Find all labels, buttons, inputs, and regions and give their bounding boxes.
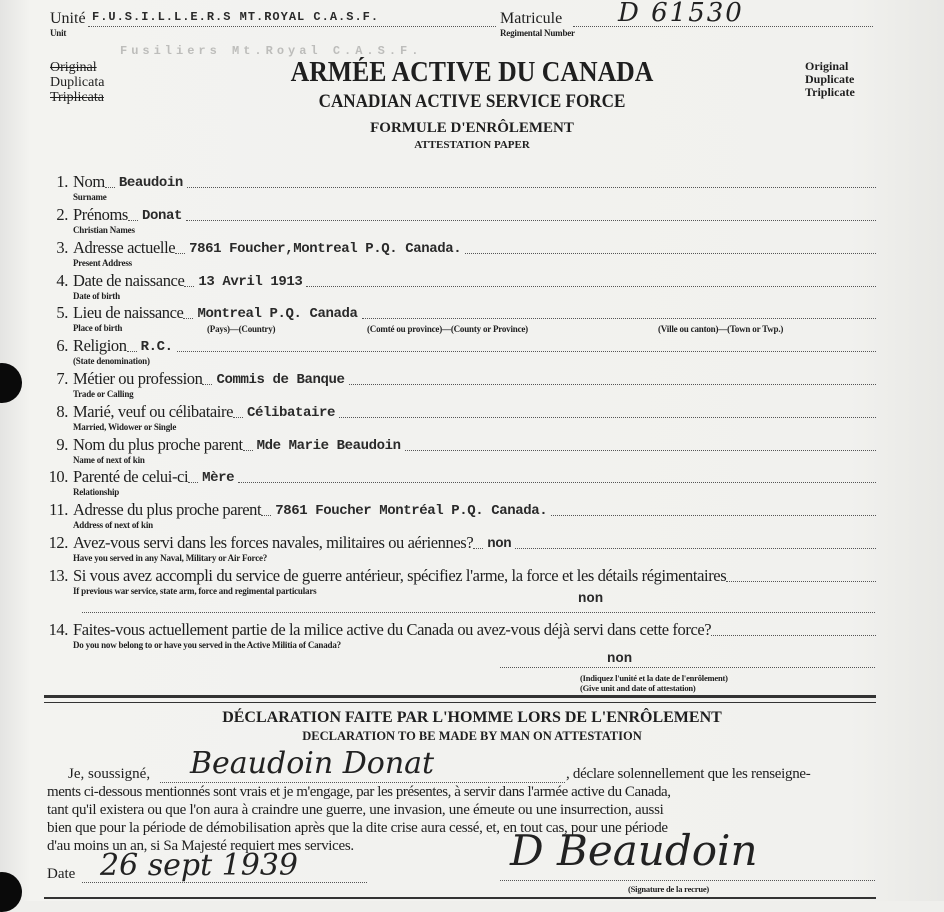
field-number: 8.	[56, 402, 68, 421]
declaration-line: tant qu'il existera ou que l'on aura à craindre une guerre, une invasion, une émeute ou une insurrection, aussi	[47, 802, 664, 818]
field-label: Avez-vous servi dans les forces navales, militaires ou aériennes?	[73, 533, 474, 552]
leader-dots	[177, 351, 876, 352]
field-number: 6.	[56, 336, 68, 355]
field-number: 4.	[56, 271, 68, 290]
field-sublabel: (State denomination)	[73, 356, 150, 366]
field-value: Montreal P.Q. Canada	[197, 306, 358, 322]
field-value: Commis de Banque	[216, 372, 345, 388]
field-row	[44, 620, 876, 640]
q14-caption-fr: (Indiquez l'unité et la date de l'enrôlement)	[580, 673, 728, 683]
field-label: Faites-vous actuellement partie de la milice active du Canada ou avez-vous déjà servi dans cette force?	[73, 620, 712, 639]
field-label: Adresse du plus proche parent	[73, 500, 262, 519]
leader-dots	[202, 384, 212, 385]
field-label: Si vous avez accompli du service de guerre antérieur, spécifiez l'arme, la force et les détails régimentaires	[73, 566, 727, 585]
field-number: 10.	[48, 467, 68, 486]
caption-country: (Pays)—(Country)	[207, 324, 276, 334]
leader-dots	[339, 417, 876, 418]
field-sublabel: Married, Widower or Single	[73, 422, 177, 432]
field-row	[44, 566, 876, 586]
declaration-line: bien que pour la période de démobilisation après que la dite crise aura cessé, et, en tout cas, pour une période	[47, 820, 668, 836]
field-label: Date de naissance	[73, 271, 185, 290]
field-label: Lieu de naissance	[73, 303, 184, 322]
leader-dots	[726, 581, 876, 582]
bottom-rule	[44, 897, 876, 899]
field-value: Célibataire	[247, 405, 336, 421]
leader-dots	[105, 187, 115, 188]
field-label: Marié, veuf ou célibataire	[73, 402, 234, 421]
leader-dots	[184, 286, 194, 287]
field-number: 11.	[49, 500, 68, 519]
leader-dots	[187, 187, 876, 188]
leader-dots	[261, 515, 271, 516]
field-value: 7861 Foucher,Montreal P.Q. Canada.	[189, 241, 462, 257]
field-sublabel: Trade or Calling	[73, 389, 134, 399]
field-row	[44, 500, 876, 520]
leader-dots	[362, 318, 876, 319]
unit-sublabel: Unit	[50, 28, 67, 38]
caption-town: (Ville ou canton)—(Town or Twp.)	[658, 324, 784, 334]
field-sublabel: Christian Names	[73, 225, 135, 235]
q14-caption-en: (Give unit and date of attestation)	[580, 683, 696, 693]
field-sublabel: Have you served in any Naval, Military or Air Force?	[73, 553, 268, 563]
declaration-line: ments ci-dessous mentionnés sont vrais et je m'engage, par les présentes, à servir dans l'armée active du Canada,	[47, 784, 671, 800]
field-value: Mère	[202, 470, 235, 486]
field-sublabel: If previous war service, state arm, force and regimental particulars	[73, 586, 317, 596]
form-title-en: ATTESTATION PAPER	[414, 139, 530, 151]
field-number: 9.	[56, 435, 68, 454]
matricule-value: D 61530	[618, 0, 744, 28]
field-value: non	[487, 536, 512, 552]
field-value: Donat	[141, 208, 182, 224]
field-number: 1.	[56, 172, 68, 191]
field-value: Mde Marie Beaudoin	[256, 438, 401, 454]
field-number: 12.	[48, 533, 68, 552]
field-label: Prénoms	[73, 205, 128, 224]
form-title-fr: FORMULE D'ENRÔLEMENT	[370, 120, 574, 136]
declaration-title-en: DECLARATION TO BE MADE BY MAN ON ATTESTATION	[302, 729, 642, 743]
field-row	[44, 238, 876, 258]
section-divider	[44, 695, 876, 703]
matricule-label: Matricule	[500, 10, 563, 27]
q13-answer: non	[578, 591, 604, 607]
caption-county: (Comté ou province)—(County or Province)	[367, 324, 528, 334]
leader-dots	[238, 482, 876, 483]
declaration-line: d'au moins un an, si Sa Majesté requiert mes services.	[47, 838, 354, 854]
copy-duplicate-en: Duplicate	[805, 72, 855, 86]
leader-dots	[465, 253, 876, 254]
title-fr: ARMÉE ACTIVE DU CANADA	[290, 57, 654, 88]
leader-dots	[349, 384, 876, 385]
recruit-signature: D Beaudoin	[510, 826, 758, 875]
ghost-unit-text: Fusiliers Mt.Royal C.A.S.F.	[120, 44, 423, 58]
unit-label: Unité	[50, 10, 86, 27]
matricule-sublabel: Regimental Number	[500, 28, 575, 38]
leader-dots	[128, 220, 138, 221]
leader-dots	[243, 450, 253, 451]
leader-dots	[186, 220, 876, 221]
field-label: Nom	[73, 172, 105, 191]
field-row	[44, 435, 876, 455]
field-row	[44, 369, 876, 389]
field-label: Nom du plus proche parent	[73, 435, 243, 454]
field-value: 7861 Foucher Montréal P.Q. Canada.	[275, 503, 548, 519]
field-number: 3.	[56, 238, 68, 257]
copy-duplicata: Duplicata	[50, 75, 105, 90]
punch-hole	[0, 363, 22, 403]
leader-dots	[711, 635, 876, 636]
leader-dots	[306, 286, 876, 287]
field-number: 14.	[48, 620, 68, 639]
punch-hole	[0, 872, 22, 912]
leader-dots	[405, 450, 876, 451]
field-label: Métier ou profession	[73, 369, 203, 388]
field-sublabel: Relationship	[73, 487, 120, 497]
signature-caption: (Signature de la recrue)	[628, 884, 710, 894]
leader-dots	[183, 318, 193, 319]
date-label: Date	[47, 866, 76, 882]
field-row	[44, 533, 876, 553]
leader-dots	[233, 417, 243, 418]
field-sublabel: Do you now belong to or have you served in the Active Militia of Canada?	[73, 640, 341, 650]
field-number: 13.	[48, 566, 68, 585]
field-row	[44, 402, 876, 422]
title-en: CANADIAN ACTIVE SERVICE FORCE	[318, 91, 626, 112]
declaration-je: Je, soussigné,	[68, 766, 151, 782]
field-sublabel: Address of next of kin	[73, 520, 153, 530]
field-sublabel: Date of birth	[73, 291, 120, 301]
field-row	[44, 336, 876, 356]
field-row	[44, 205, 876, 225]
field-sublabel: Place of birth	[73, 323, 123, 333]
leader-dots	[175, 253, 185, 254]
leader-dots	[188, 482, 198, 483]
date-value: 26 sept 1939	[100, 848, 299, 883]
field-row	[44, 271, 876, 291]
copy-original: Original	[50, 60, 97, 75]
unit-value: F.U.S.I.L.L.E.R.S MT.ROYAL C.A.S.F.	[92, 10, 380, 24]
leader-dots	[515, 548, 876, 549]
declaration-line: , déclare solennellement que les renseigne-	[566, 766, 811, 782]
leader-dots	[551, 515, 876, 516]
copy-original-en: Original	[805, 59, 849, 73]
field-sublabel: Present Address	[73, 258, 132, 268]
field-label: Religion	[73, 336, 127, 355]
copy-triplicata: Triplicata	[50, 90, 104, 105]
q14-answer: non	[607, 651, 633, 667]
field-value: 13 Avril 1913	[198, 274, 303, 290]
declaration-title-fr: DÉCLARATION FAITE PAR L'HOMME LORS DE L'ENRÔLEMENT	[222, 709, 722, 726]
field-row	[44, 172, 876, 192]
field-sublabel: Name of next of kin	[73, 455, 145, 465]
field-row	[44, 303, 876, 323]
field-label: Parenté de celui-ci	[73, 467, 189, 486]
field-number: 7.	[56, 369, 68, 388]
copy-triplicate-en: Triplicate	[805, 85, 855, 99]
field-label: Adresse actuelle	[73, 238, 176, 257]
leader-dots	[127, 351, 137, 352]
field-number: 2.	[56, 205, 68, 224]
declaration-signed-name: Beaudoin Donat	[190, 746, 435, 781]
field-value: Beaudoin	[118, 175, 183, 191]
field-value: R.C.	[140, 339, 173, 355]
field-sublabel: Surname	[73, 192, 107, 202]
leader-dots	[473, 548, 483, 549]
field-row	[44, 467, 876, 487]
field-number: 5.	[56, 303, 68, 322]
